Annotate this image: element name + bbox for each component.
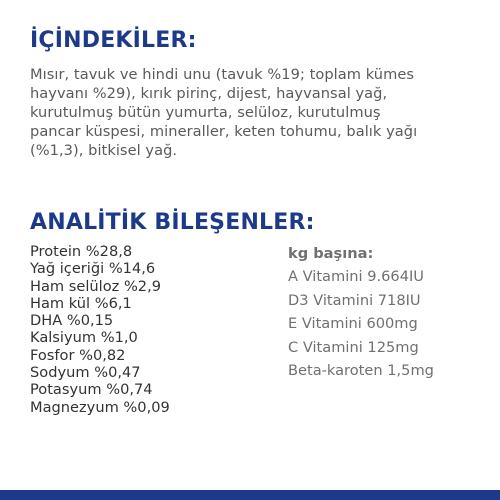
ingredients-heading: İÇİNDEKİLER: — [30, 28, 197, 53]
analytic-components-list — [30, 243, 170, 416]
analytic-item: Protein %28,8 — [30, 243, 133, 260]
ingredients-line: hayvanı %29), kırık pirinç, dijest, hayvansal yağ, — [30, 85, 388, 102]
analytic-components-heading: ANALİTİK BİLEŞENLER: — [30, 210, 315, 235]
analytic-item: Fosfor %0,82 — [30, 346, 126, 364]
vitamins-list — [288, 265, 434, 383]
vitamin-item: Beta-karoten 1,5mg — [288, 362, 434, 379]
vitamins-heading: kg başına: — [288, 245, 374, 262]
vitamin-item: E Vitamini 600mg — [288, 315, 418, 332]
ingredients-line: Mısır, tavuk ve hindi unu (tavuk %19; toplam kümes — [30, 66, 415, 83]
ingredients-line: kurutulmuş bütün yumurta, selüloz, kurutulmuş — [30, 104, 381, 121]
ingredients-line: pancar küspesi, mineraller, keten tohumu, balık yağı — [30, 123, 418, 140]
vitamin-item: A Vitamini 9.664IU — [288, 268, 424, 285]
analytic-item: Yağ içeriği %14,6 — [30, 260, 156, 278]
vitamins-section — [288, 243, 434, 383]
analytic-item: DHA %0,15 — [30, 312, 114, 330]
bottom-color-bar — [0, 490, 500, 500]
analytic-item: Magnezyum %0,09 — [30, 398, 170, 416]
analytic-item: Ham kül %6,1 — [30, 294, 132, 312]
analytic-item: Potasyum %0,74 — [30, 381, 153, 399]
analytic-item: Sodyum %0,47 — [30, 364, 141, 382]
ingredients-text — [30, 65, 488, 160]
vitamin-item: C Vitamini 125mg — [288, 338, 419, 356]
vitamin-item: D3 Vitamini 718IU — [288, 291, 421, 309]
analytic-item: Ham selüloz %2,9 — [30, 277, 162, 295]
ingredients-line: (%1,3), bitkisel yağ. — [30, 142, 178, 159]
analytic-item: Kalsiyum %1,0 — [30, 329, 138, 347]
